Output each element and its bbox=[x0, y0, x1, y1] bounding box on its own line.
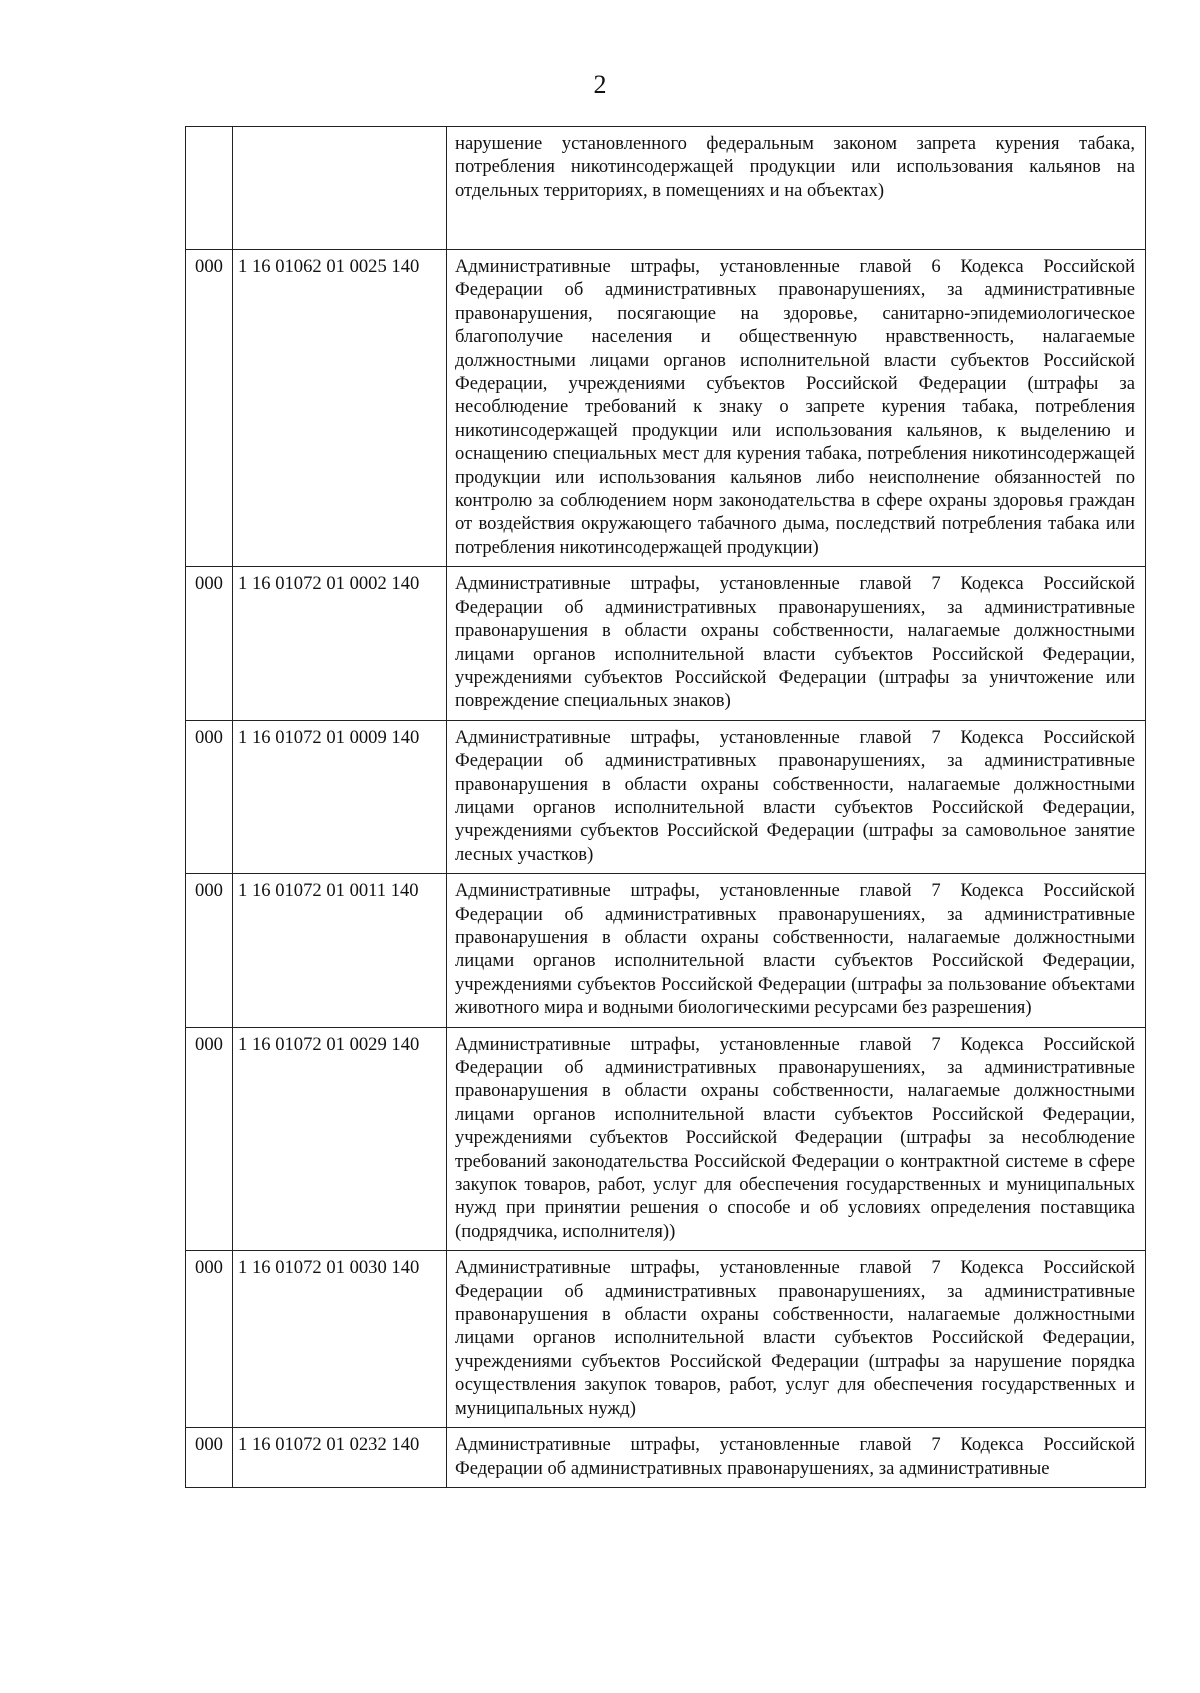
description-cell: нарушение установленного федеральным законом запрета курения табака, потребления никотинсодержащей продукции или использования кальянов на отдельных территориях, в помещениях и на объектах) bbox=[447, 127, 1146, 250]
description-cell: Административные штрафы, установленные главой 7 Кодекса Российской Федерации об административных правонарушениях, за административные правонарушения в области охраны собственности, налагаемые должностными лицами органов исполнительной власти субъектов Российской Федерации, учреждениями субъектов Российской Федерации (штрафы за несоблюдение требований законодательства Российской Федерации о контрактной системе в сфере закупок товаров, работ, услуг для обеспечения государственных и муниципальных нужд при принятии решения о способе и об условиях определения поставщика (подрядчика, исполнителя)) bbox=[447, 1027, 1146, 1251]
admin-code-cell: 000 bbox=[186, 1428, 233, 1488]
budget-code-cell: 1 16 01072 01 0002 140 bbox=[233, 567, 447, 720]
description-cell: Административные штрафы, установленные главой 6 Кодекса Российской Федерации об административных правонарушениях, за административные правонарушения, посягающие на здоровье, санитарно-эпидемиологическое благополучие населения и общественную нравственность, налагаемые должностными лицами органов исполнительной власти субъектов Российской Федерации, учреждениями субъектов Российской Федерации (штрафы за несоблюдение требований к знаку о запрете курения табака, потребления никотинсодержащей продукции или использования кальянов, к выделению и оснащению специальных мест для курения табака, потребления никотинсодержащей продукции или использования кальянов либо неисполнение обязанностей по контролю за соблюдением норм законодательства в сфере охраны здоровья граждан от воздействия окружающего табачного дыма, последствий потребления табака или потребления никотинсодержащей продукции) bbox=[447, 250, 1146, 567]
admin-code-cell bbox=[186, 127, 233, 250]
admin-code-cell: 000 bbox=[186, 720, 233, 873]
budget-code-cell: 1 16 01072 01 0009 140 bbox=[233, 720, 447, 873]
page-number: 2 bbox=[593, 70, 607, 99]
table-row bbox=[186, 1428, 1146, 1488]
table-row bbox=[186, 720, 1146, 873]
description-cell: Административные штрафы, установленные главой 7 Кодекса Российской Федерации об административных правонарушениях, за административные правонарушения в области охраны собственности, налагаемые должностными лицами органов исполнительной власти субъектов Российской Федерации, учреждениями субъектов Российской Федерации (штрафы за уничтожение или повреждение специальных знаков) bbox=[447, 567, 1146, 720]
admin-code-cell: 000 bbox=[186, 874, 233, 1027]
admin-code-cell: 000 bbox=[186, 1251, 233, 1428]
budget-code-cell: 1 16 01072 01 0030 140 bbox=[233, 1251, 447, 1428]
budget-classification-table bbox=[185, 126, 1146, 1488]
description-cell: Административные штрафы, установленные главой 7 Кодекса Российской Федерации об административных правонарушениях, за административные правонарушения в области охраны собственности, налагаемые должностными лицами органов исполнительной власти субъектов Российской Федерации, учреждениями субъектов Российской Федерации (штрафы за самовольное занятие лесных участков) bbox=[447, 720, 1146, 873]
description-cell: Административные штрафы, установленные главой 7 Кодекса Российской Федерации об административных правонарушениях, за административные bbox=[447, 1428, 1146, 1488]
admin-code-cell: 000 bbox=[186, 250, 233, 567]
table-row bbox=[186, 1251, 1146, 1428]
table-row bbox=[186, 874, 1146, 1027]
admin-code-cell: 000 bbox=[186, 1027, 233, 1251]
table-row bbox=[186, 567, 1146, 720]
description-cell: Административные штрафы, установленные главой 7 Кодекса Российской Федерации об административных правонарушениях, за административные правонарушения в области охраны собственности, налагаемые должностными лицами органов исполнительной власти субъектов Российской Федерации, учреждениями субъектов Российской Федерации (штрафы за пользование объектами животного мира и водными биологическими ресурсами без разрешения) bbox=[447, 874, 1146, 1027]
budget-code-cell: 1 16 01072 01 0232 140 bbox=[233, 1428, 447, 1488]
table-row bbox=[186, 127, 1146, 250]
budget-code-cell: 1 16 01072 01 0029 140 bbox=[233, 1027, 447, 1251]
table-row bbox=[186, 1027, 1146, 1251]
admin-code-cell: 000 bbox=[186, 567, 233, 720]
budget-code-cell: 1 16 01072 01 0011 140 bbox=[233, 874, 447, 1027]
budget-code-cell bbox=[233, 127, 447, 250]
table-row bbox=[186, 250, 1146, 567]
budget-code-cell: 1 16 01062 01 0025 140 bbox=[233, 250, 447, 567]
description-cell: Административные штрафы, установленные главой 7 Кодекса Российской Федерации об административных правонарушениях, за административные правонарушения в области охраны собственности, налагаемые должностными лицами органов исполнительной власти субъектов Российской Федерации, учреждениями субъектов Российской Федерации (штрафы за нарушение порядка осуществления закупок товаров, работ, услуг для обеспечения государственных и муниципальных нужд) bbox=[447, 1251, 1146, 1428]
